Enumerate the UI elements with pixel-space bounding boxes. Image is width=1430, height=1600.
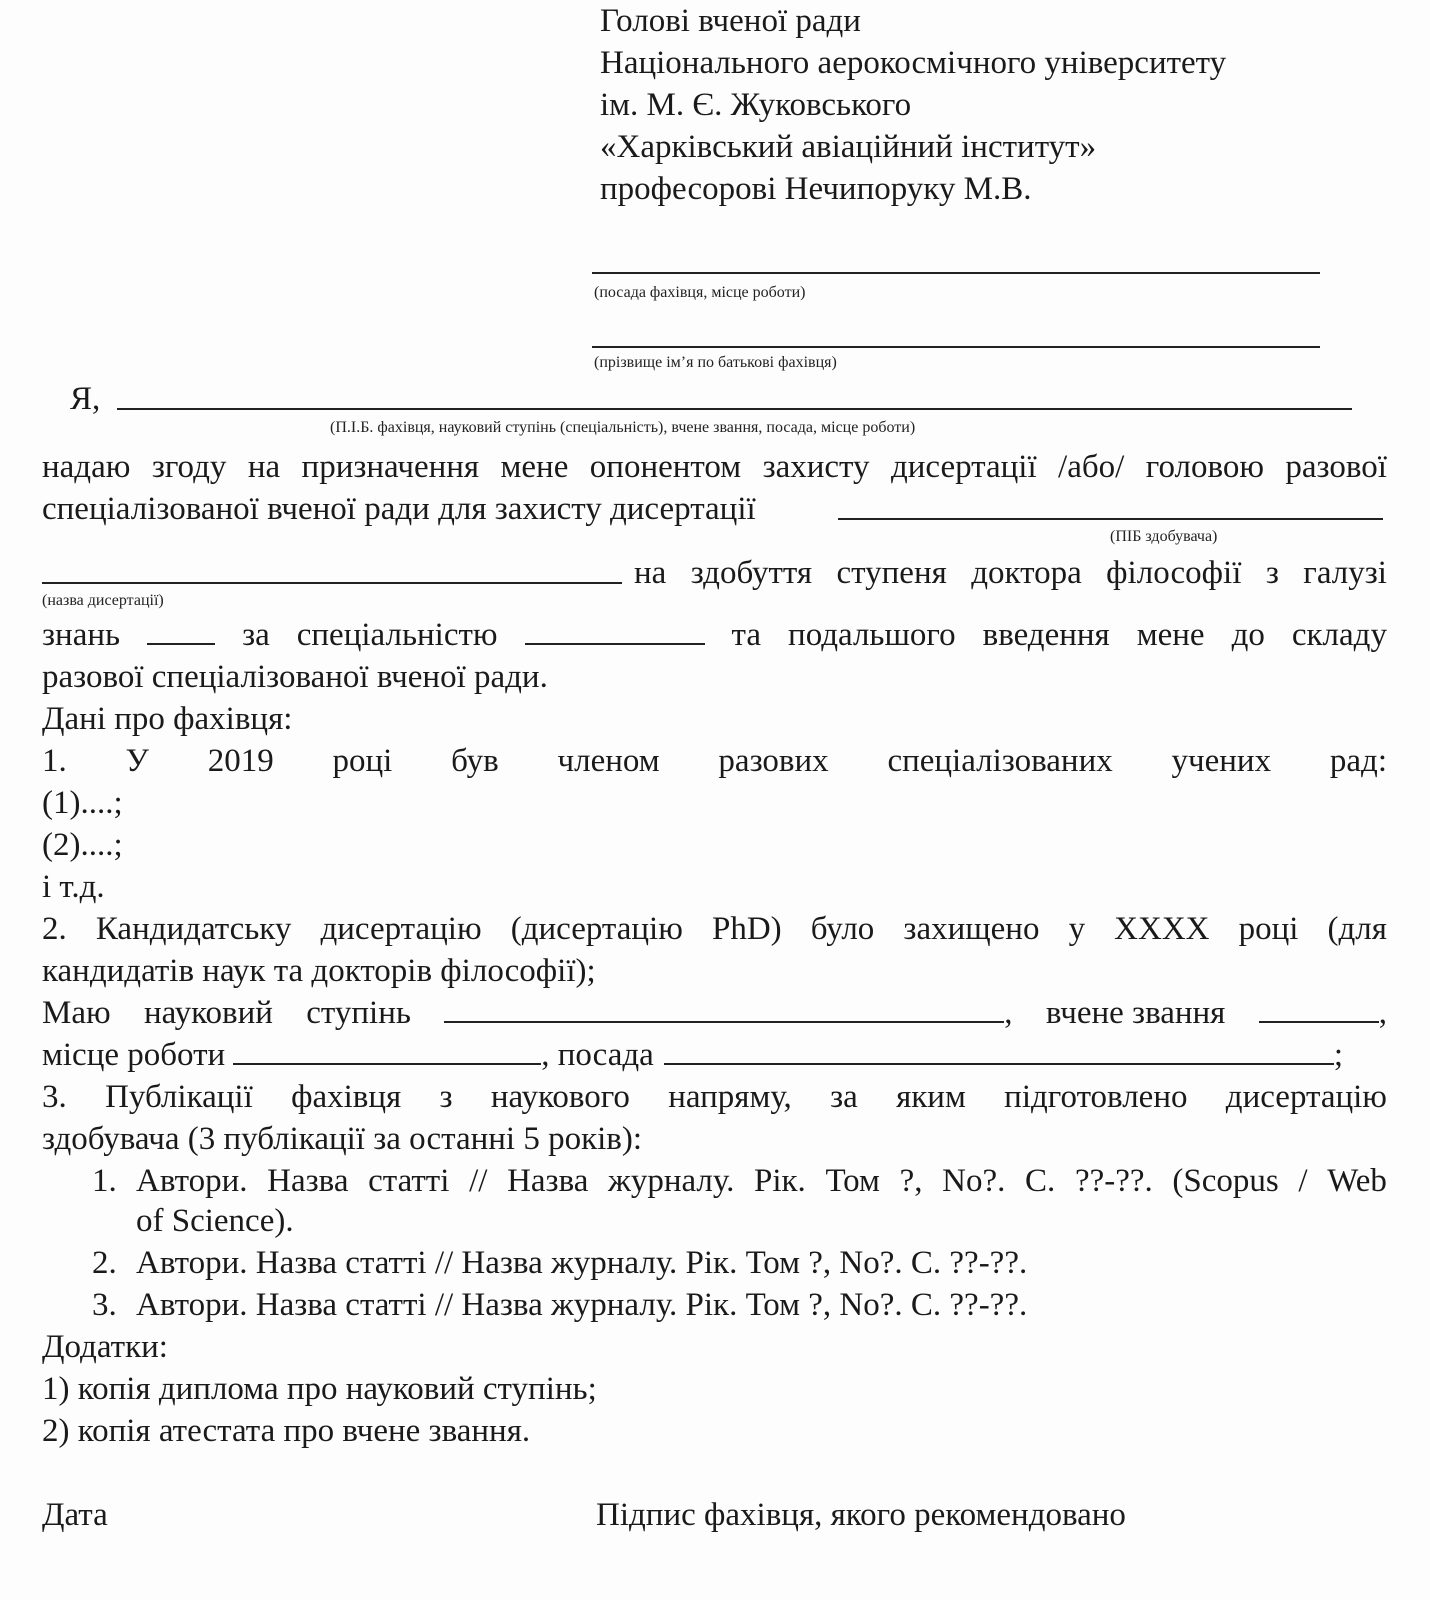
publication-3: Автори. Назва статті // Назва журналу. Рік. Том ?, No?. С. ??-??. bbox=[136, 1287, 1028, 1323]
position-blank bbox=[592, 272, 1320, 274]
item-3-line: 3. Публікації фахівця з наукового напряму, за яким підготовлено дисертацію bbox=[42, 1079, 1387, 1115]
item-2-line: 2. Кандидатську дисертацію (дисертацію PhD) було захищено у XXXX році (для bbox=[42, 911, 1387, 947]
item-1-etc: і т.д. bbox=[42, 869, 105, 905]
addressee-line-3: ім. М. Є. Жуковського bbox=[600, 87, 912, 123]
addressee-line-4: «Харківський авіаційний інститут» bbox=[600, 129, 1097, 165]
job-position-blank bbox=[664, 1037, 1334, 1065]
publication-2-number: 2. bbox=[92, 1245, 117, 1281]
publication-1-number: 1. bbox=[92, 1163, 117, 1199]
person-blank bbox=[117, 408, 1352, 410]
publication-3-number: 3. bbox=[92, 1287, 117, 1323]
attachment-item-1: 1) копія диплома про науковий ступінь; bbox=[42, 1371, 597, 1407]
degree-line: Маю науковий ступінь , вчене звання , bbox=[42, 995, 1387, 1031]
addressee-line-5: професорові Нечипоруку М.В. bbox=[600, 171, 1032, 207]
addressee-line-2: Національного аерокосмічного університету bbox=[600, 45, 1227, 81]
attachments-heading: Додатки: bbox=[42, 1329, 168, 1365]
field-blank bbox=[147, 617, 215, 645]
publication-1-continuation: of Science). bbox=[136, 1203, 294, 1239]
data-heading: Дані про фахівця: bbox=[42, 701, 293, 737]
dissertation-caption: (назва дисертації) bbox=[42, 592, 164, 609]
ya-label: Я, bbox=[70, 381, 101, 417]
item-2-continuation: кандидатів наук та докторів філософії); bbox=[42, 953, 596, 989]
consent-line-4: знань за спеціальністю та подальшого введення мене до складу bbox=[42, 617, 1387, 653]
person-caption: (П.І.Б. фахівця, науковий ступінь (спеціальність), вчене звання, посада, місце роботи) bbox=[330, 419, 916, 436]
workplace-line: місце роботи , посада ; bbox=[42, 1037, 1343, 1073]
consent-line-2: спеціалізованої вченої ради для захисту дисертації bbox=[42, 491, 756, 527]
item-3-continuation: здобувача (3 публікації за останні 5 років): bbox=[42, 1121, 643, 1157]
applicant-blank bbox=[838, 518, 1383, 520]
publication-2: Автори. Назва статті // Назва журналу. Рік. Том ?, No?. С. ??-??. bbox=[136, 1245, 1028, 1281]
dissertation-blank bbox=[42, 582, 622, 584]
date-label: Дата bbox=[42, 1497, 108, 1533]
degree-blank bbox=[444, 995, 1004, 1023]
name-caption: (прізвище ім’я по батькові фахівця) bbox=[594, 354, 837, 371]
publication-1: Автори. Назва статті // Назва журналу. Рік. Том ?, No?. С. ??-??. (Scopus / Web bbox=[136, 1163, 1387, 1199]
position-caption: (посада фахівця, місце роботи) bbox=[594, 284, 806, 301]
item-1-entry-a: (1)....; bbox=[42, 785, 123, 821]
workplace-blank bbox=[233, 1037, 541, 1065]
signature-label: Підпис фахівця, якого рекомендовано bbox=[596, 1497, 1126, 1533]
consent-line-3: на здобуття ступеня доктора філософії з галузі bbox=[634, 555, 1387, 591]
consent-line-1: надаю згоду на призначення мене опонентом захисту дисертації /або/ головою разової bbox=[42, 449, 1387, 485]
consent-line-5: разової спеціалізованої вченої ради. bbox=[42, 659, 548, 695]
addressee-line-1: Голові вченої ради bbox=[600, 3, 861, 39]
name-blank bbox=[592, 346, 1320, 348]
title-blank bbox=[1259, 995, 1379, 1023]
item-1-entry-b: (2)....; bbox=[42, 827, 123, 863]
applicant-caption: (ПІБ здобувача) bbox=[1110, 528, 1218, 545]
attachment-item-2: 2) копія атестата про вчене звання. bbox=[42, 1413, 531, 1449]
item-1-line: 1. У 2019 році був членом разових спеціалізованих учених рад: bbox=[42, 743, 1387, 779]
specialty-blank bbox=[525, 617, 705, 645]
